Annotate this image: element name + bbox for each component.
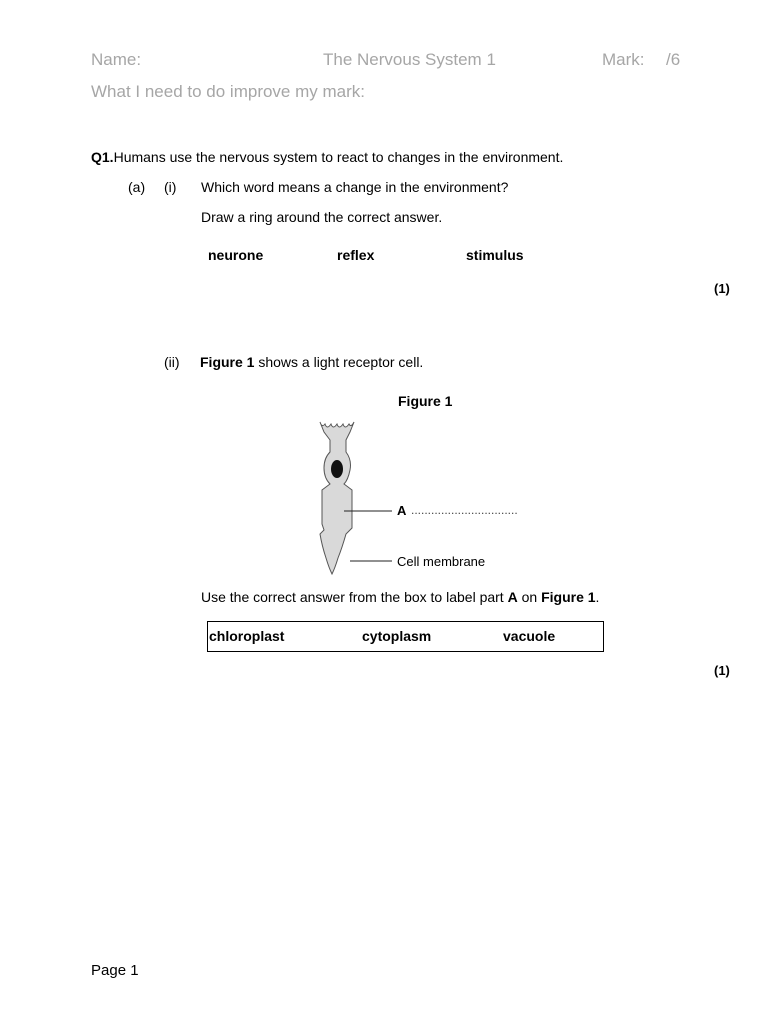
mark-label: Mark: — [602, 50, 645, 69]
question-1-intro — [91, 149, 563, 165]
option-neurone[interactable]: neurone — [208, 247, 264, 263]
part-i-label: (i) — [164, 179, 177, 195]
question-intro-text: Humans use the nervous system to react to changes in the environment. — [113, 149, 564, 165]
page-number: Page 1 — [91, 962, 139, 979]
label-a: A — [397, 503, 407, 518]
part-ii-question-text: shows a light receptor cell. — [254, 354, 424, 370]
label-a-answer-line[interactable]: ................................ — [411, 503, 518, 517]
nucleus — [331, 460, 343, 478]
part-i-instruction: Draw a ring around the correct answer. — [201, 209, 443, 225]
figure-reference: Figure 1 — [200, 354, 255, 370]
name-label: Name: — [91, 50, 142, 69]
part-i-marks: (1) — [714, 281, 730, 296]
worksheet-title: The Nervous System 1 — [323, 50, 496, 69]
box-option-vacuole[interactable]: vacuole — [503, 628, 556, 644]
option-reflex[interactable]: reflex — [337, 247, 375, 263]
question-number: Q1. — [91, 149, 114, 165]
label-cell-membrane: Cell membrane — [397, 554, 486, 569]
part-ii-instruction — [201, 589, 599, 605]
mark-total: /6 — [666, 50, 681, 69]
improve-label: What I need to do improve my mark: — [91, 82, 365, 101]
part-ii-marks: (1) — [714, 663, 730, 678]
option-stimulus[interactable]: stimulus — [466, 247, 524, 263]
box-option-chloroplast[interactable]: chloroplast — [209, 628, 285, 644]
figure-title: Figure 1 — [398, 393, 453, 409]
part-a-label: (a) — [128, 179, 146, 195]
instruction-end: . — [595, 589, 600, 605]
part-ii-label: (ii) — [164, 354, 180, 370]
instruction-part-a: A — [507, 589, 518, 605]
box-option-cytoplasm[interactable]: cytoplasm — [362, 628, 432, 644]
part-ii-question — [200, 354, 423, 370]
cell-outline — [320, 422, 354, 574]
instruction-on: on — [517, 589, 542, 605]
part-i-question: Which word means a change in the environment? — [201, 179, 509, 195]
instruction-text: Use the correct answer from the box to label part — [201, 589, 508, 605]
instruction-figure-ref: Figure 1 — [541, 589, 596, 605]
